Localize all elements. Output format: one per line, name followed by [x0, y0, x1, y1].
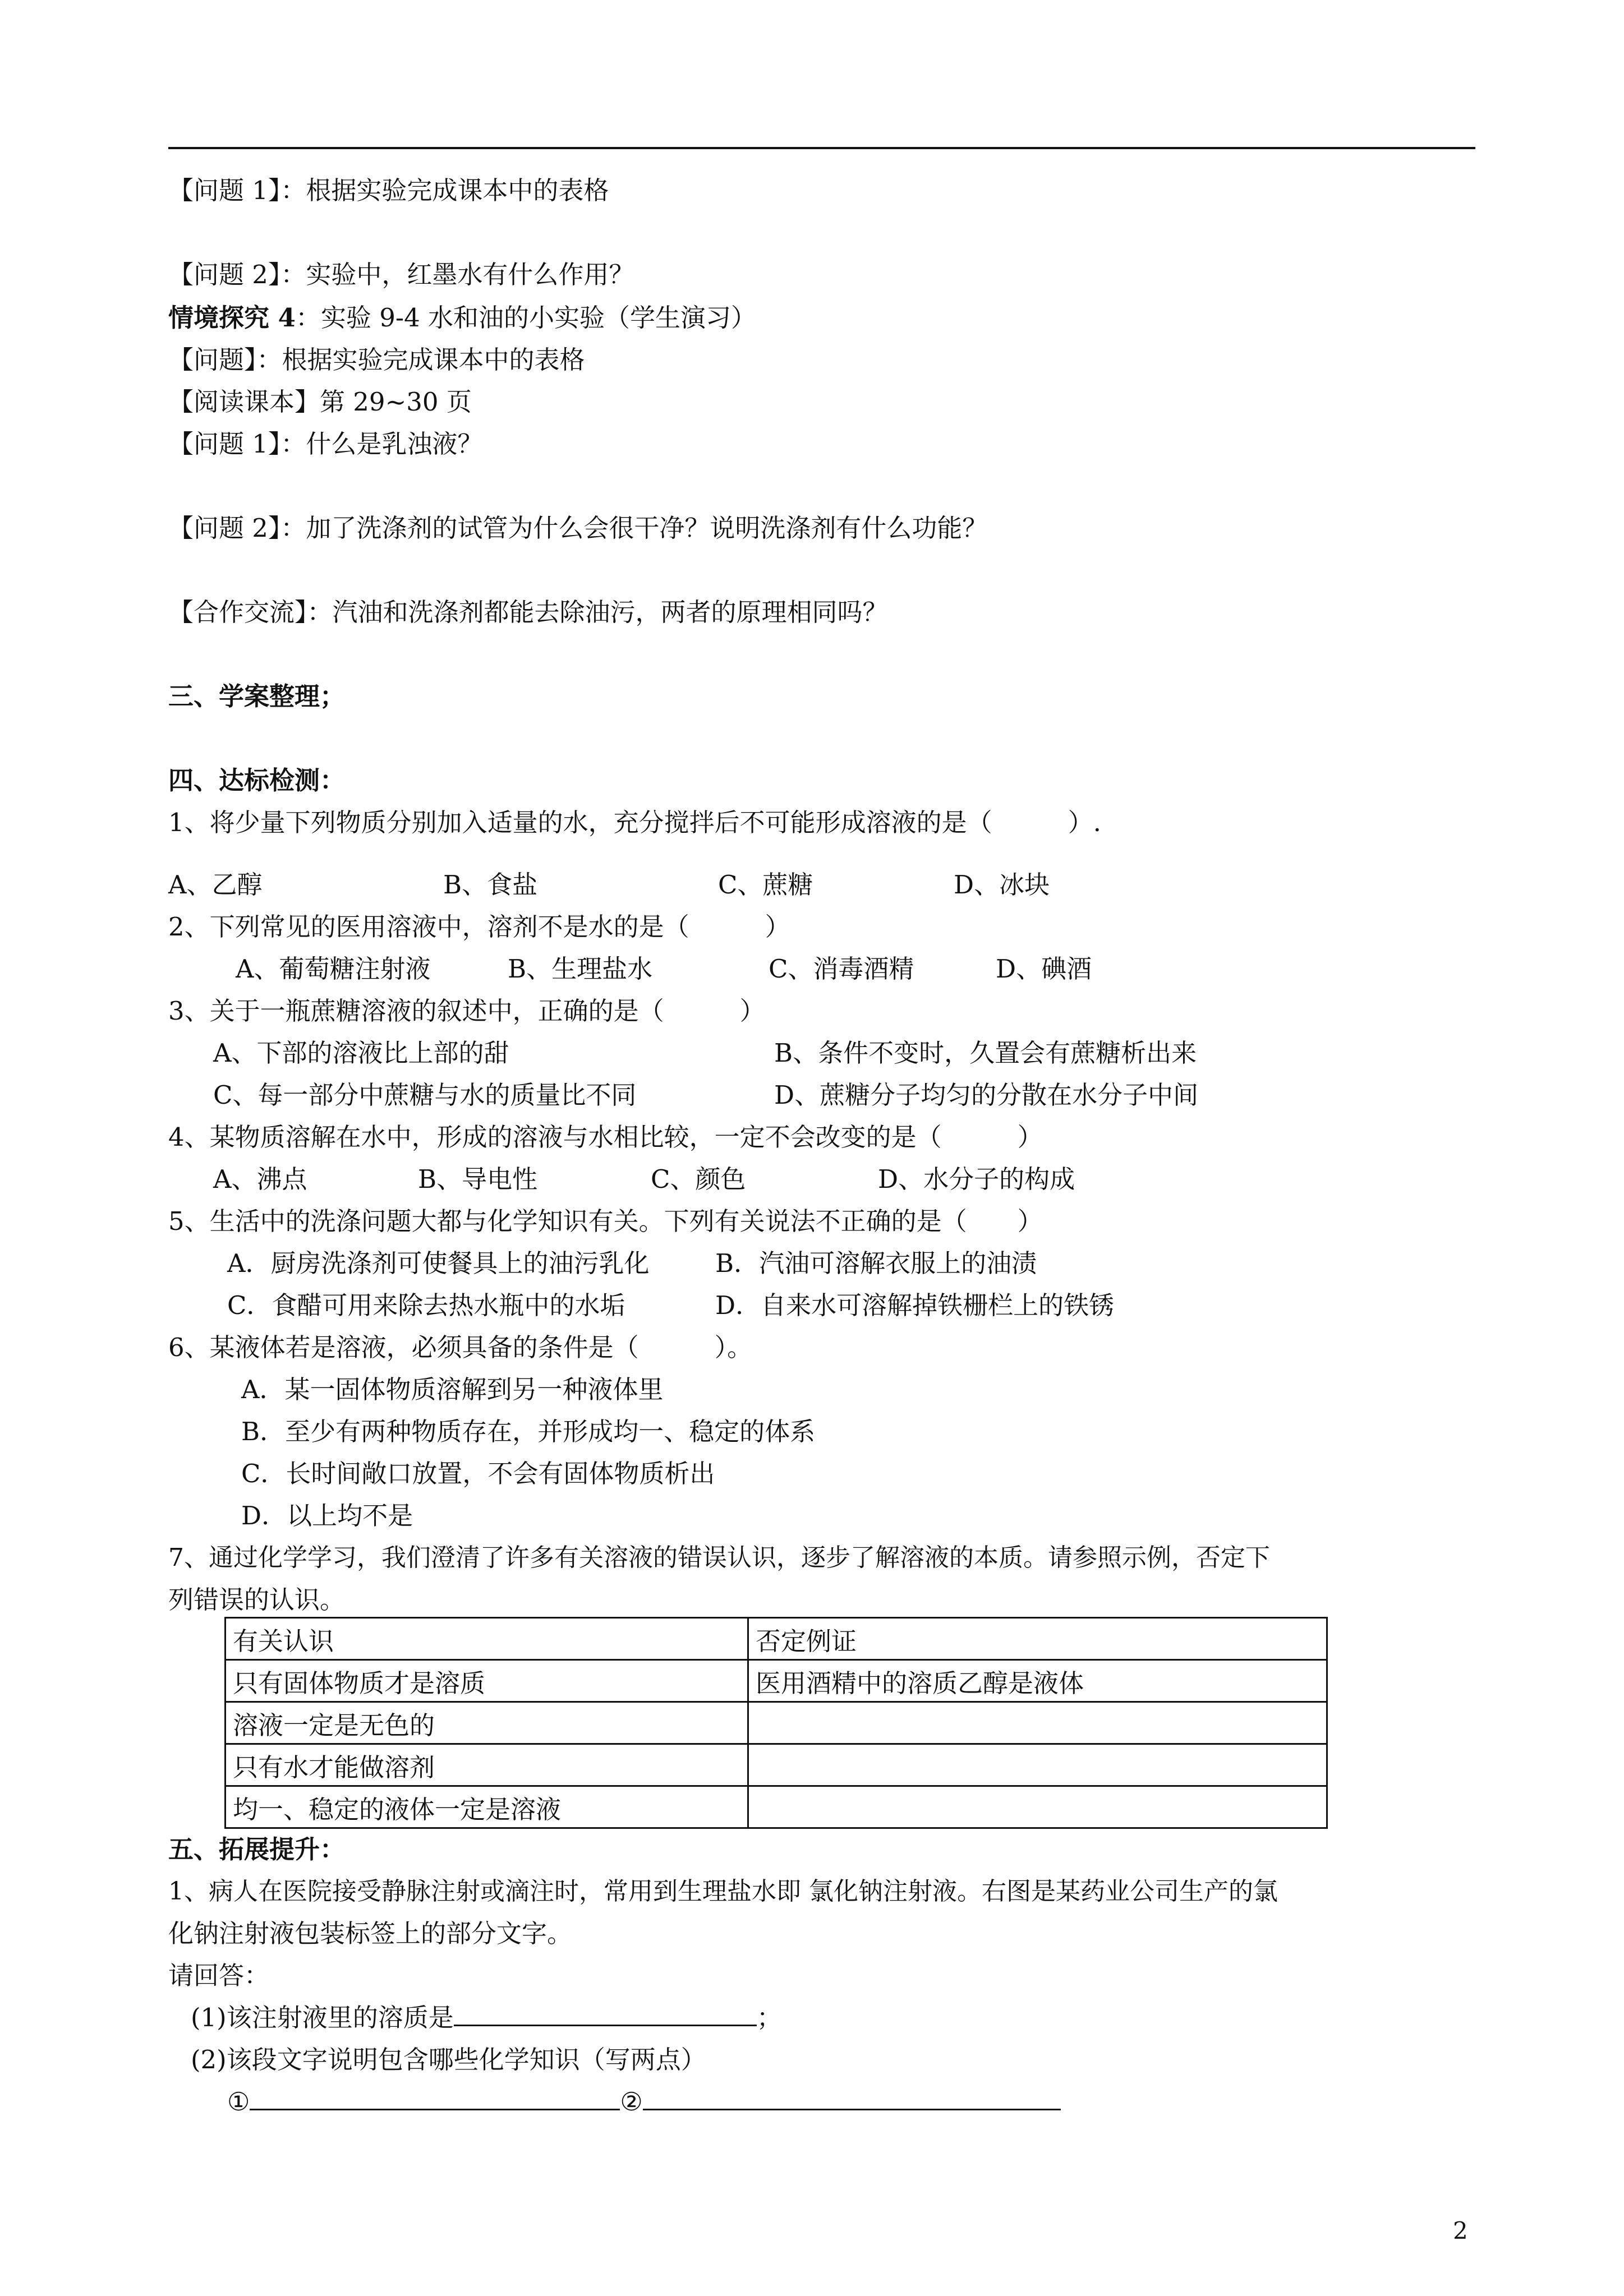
table-cell: 均一、稳定的液体一定是溶液: [226, 1786, 748, 1828]
circled-one: ①: [227, 2087, 250, 2117]
scenario-4-text: ：实验 9-4 水和油的小实验（学生演习）: [295, 303, 757, 333]
page-number: 2: [1453, 2217, 1468, 2244]
table-header-row: [226, 1618, 1327, 1660]
reading-line: 【阅读课本】第 29~30 页: [168, 387, 472, 417]
mcq-1-option-c: C、蔗糖: [718, 870, 813, 900]
mcq-5-option-a: A．厨房洗涤剂可使餐具上的油污乳化: [227, 1248, 650, 1278]
table-cell-empty: [748, 1786, 1327, 1828]
question-7-line-1: 7、通过化学学习，我们澄清了许多有关溶液的错误认识，逐步了解溶液的本质。请参照示例，否定下: [168, 1543, 1270, 1572]
table-header-cell: 有关认识: [226, 1618, 748, 1660]
section-3-heading: 三、学案整理；: [168, 681, 346, 711]
cooperation-line: 【合作交流】：汽油和洗涤剂都能去除油污，两者的原理相同吗？: [168, 597, 888, 627]
question-2-line: 【问题 2】：实验中，红墨水有什么作用？: [168, 260, 634, 289]
mcq-1-option-d: D、冰块: [954, 870, 1050, 900]
mcq-1-option-b: B、食盐: [443, 870, 538, 900]
scenario-4-label: 情境探究 4: [168, 303, 296, 333]
sub-question-1-text: (1)该注射液里的溶质是: [191, 2003, 454, 2032]
mcq-2-option-c: C、消毒酒精: [769, 954, 914, 984]
mcq-3-option-a: A、下部的溶液比上部的甜: [213, 1038, 509, 1068]
mcq-4-stem: 4、某物质溶解在水中，形成的溶液与水相比较，一定不会改变的是（ ）: [168, 1122, 1043, 1152]
table-cell: 只有水才能做溶剂: [226, 1744, 748, 1786]
scenario-4-line: [168, 301, 756, 335]
mcq-5-option-b: B．汽油可溶解衣服上的油渍: [715, 1248, 1037, 1278]
question-emulsion-line: 【问题 1】：什么是乳浊液？: [168, 429, 483, 459]
table-row: [226, 1702, 1327, 1744]
question-line: 【问题】：根据实验完成课本中的表格: [168, 345, 585, 375]
section-4-heading: 四、达标检测：: [168, 766, 346, 795]
table-header-cell: 否定例证: [748, 1618, 1327, 1660]
mcq-4-option-c: C、颜色: [651, 1164, 746, 1194]
table-cell-empty: [748, 1744, 1327, 1786]
table-cell: 医用酒精中的溶质乙醇是液体: [748, 1660, 1327, 1702]
mcq-2-stem: 2、下列常见的医用溶液中，溶剂不是水的是（ ）: [168, 912, 790, 942]
mcq-3-option-b: B、条件不变时，久置会有蔗糖析出来: [774, 1038, 1197, 1068]
mcq-6-option-b: B．至少有两种物质存在，并形成均一、稳定的体系: [241, 1417, 816, 1446]
answer-blank-solute[interactable]: [454, 2002, 757, 2026]
question-detergent-line: 【问题 2】：加了洗涤剂的试管为什么会很干净？说明洗涤剂有什么功能？: [168, 513, 988, 543]
mcq-3-stem: 3、关于一瓶蔗糖溶液的叙述中，正确的是（ ）: [168, 996, 765, 1026]
mcq-6-stem: 6、某液体若是溶液，必须具备的条件是（ ）。: [168, 1333, 753, 1362]
table-row: [226, 1744, 1327, 1786]
question-1-line: 【问题 1】：根据实验完成课本中的表格: [168, 176, 609, 205]
question-7-line-2: 列错误的认识。: [168, 1585, 346, 1615]
header-rule: [168, 147, 1475, 149]
please-answer-line: 请回答：: [168, 1961, 270, 1990]
circled-two: ②: [620, 2087, 643, 2117]
section-5-heading: 五、拓展提升：: [168, 1834, 346, 1864]
mcq-2-option-b: B、生理盐水: [508, 954, 653, 984]
mcq-4-option-a: A、沸点: [213, 1164, 307, 1194]
sub-question-1-end: ；: [756, 2003, 782, 2032]
mcq-6-option-c: C．长时间敞口放置，不会有固体物质析出: [241, 1459, 715, 1488]
table-cell-empty: [748, 1702, 1327, 1744]
mcq-4-option-d: D、水分子的构成: [878, 1164, 1075, 1194]
knowledge-points-line: [227, 2085, 1061, 2119]
sub-question-1-line: [191, 2001, 782, 2035]
mcq-1-option-a: A、乙醇: [168, 870, 263, 900]
extension-1-line-1: 1、病人在医院接受静脉注射或滴注时，常用到生理盐水即 氯化钠注射液。右图是某药业公司生产的氯: [168, 1877, 1278, 1906]
table-cell: 只有固体物质才是溶质: [226, 1660, 748, 1702]
mcq-2-option-a: A、葡萄糖注射液: [236, 954, 431, 984]
mcq-6-option-a: A．某一固体物质溶解到另一种液体里: [241, 1375, 664, 1404]
table-row: [226, 1786, 1327, 1828]
answer-blank-point-1[interactable]: [250, 2086, 620, 2110]
mcq-3-option-c: C、每一部分中蔗糖与水的质量比不同: [213, 1080, 637, 1110]
extension-1-line-2: 化钠注射液包装标签上的部分文字。: [168, 1919, 573, 1948]
mcq-5-stem: 5、生活中的洗涤问题大都与化学知识有关。下列有关说法不正确的是（ ）: [168, 1206, 1043, 1236]
mcq-4-option-b: B、导电性: [418, 1164, 538, 1194]
sub-question-2-line: (2)该段文字说明包含哪些化学知识（写两点）: [191, 2045, 706, 2074]
mcq-5-option-c: C．食醋可用来除去热水瓶中的水垢: [227, 1290, 625, 1320]
table-row: [226, 1660, 1327, 1702]
mcq-5-option-d: D．自来水可溶解掉铁栅栏上的铁锈: [715, 1290, 1115, 1320]
mcq-2-option-d: D、碘酒: [996, 954, 1092, 984]
mcq-6-option-d: D．以上均不是: [241, 1501, 413, 1530]
table-cell: 溶液一定是无色的: [226, 1702, 748, 1744]
answer-blank-point-2[interactable]: [643, 2086, 1061, 2110]
mcq-1-stem: 1、将少量下列物质分别加入适量的水，充分搅拌后不可能形成溶液的是（ ）.: [168, 808, 1101, 837]
misconception-table: [224, 1617, 1328, 1829]
mcq-3-option-d: D、蔗糖分子均匀的分散在水分子中间: [774, 1080, 1199, 1110]
